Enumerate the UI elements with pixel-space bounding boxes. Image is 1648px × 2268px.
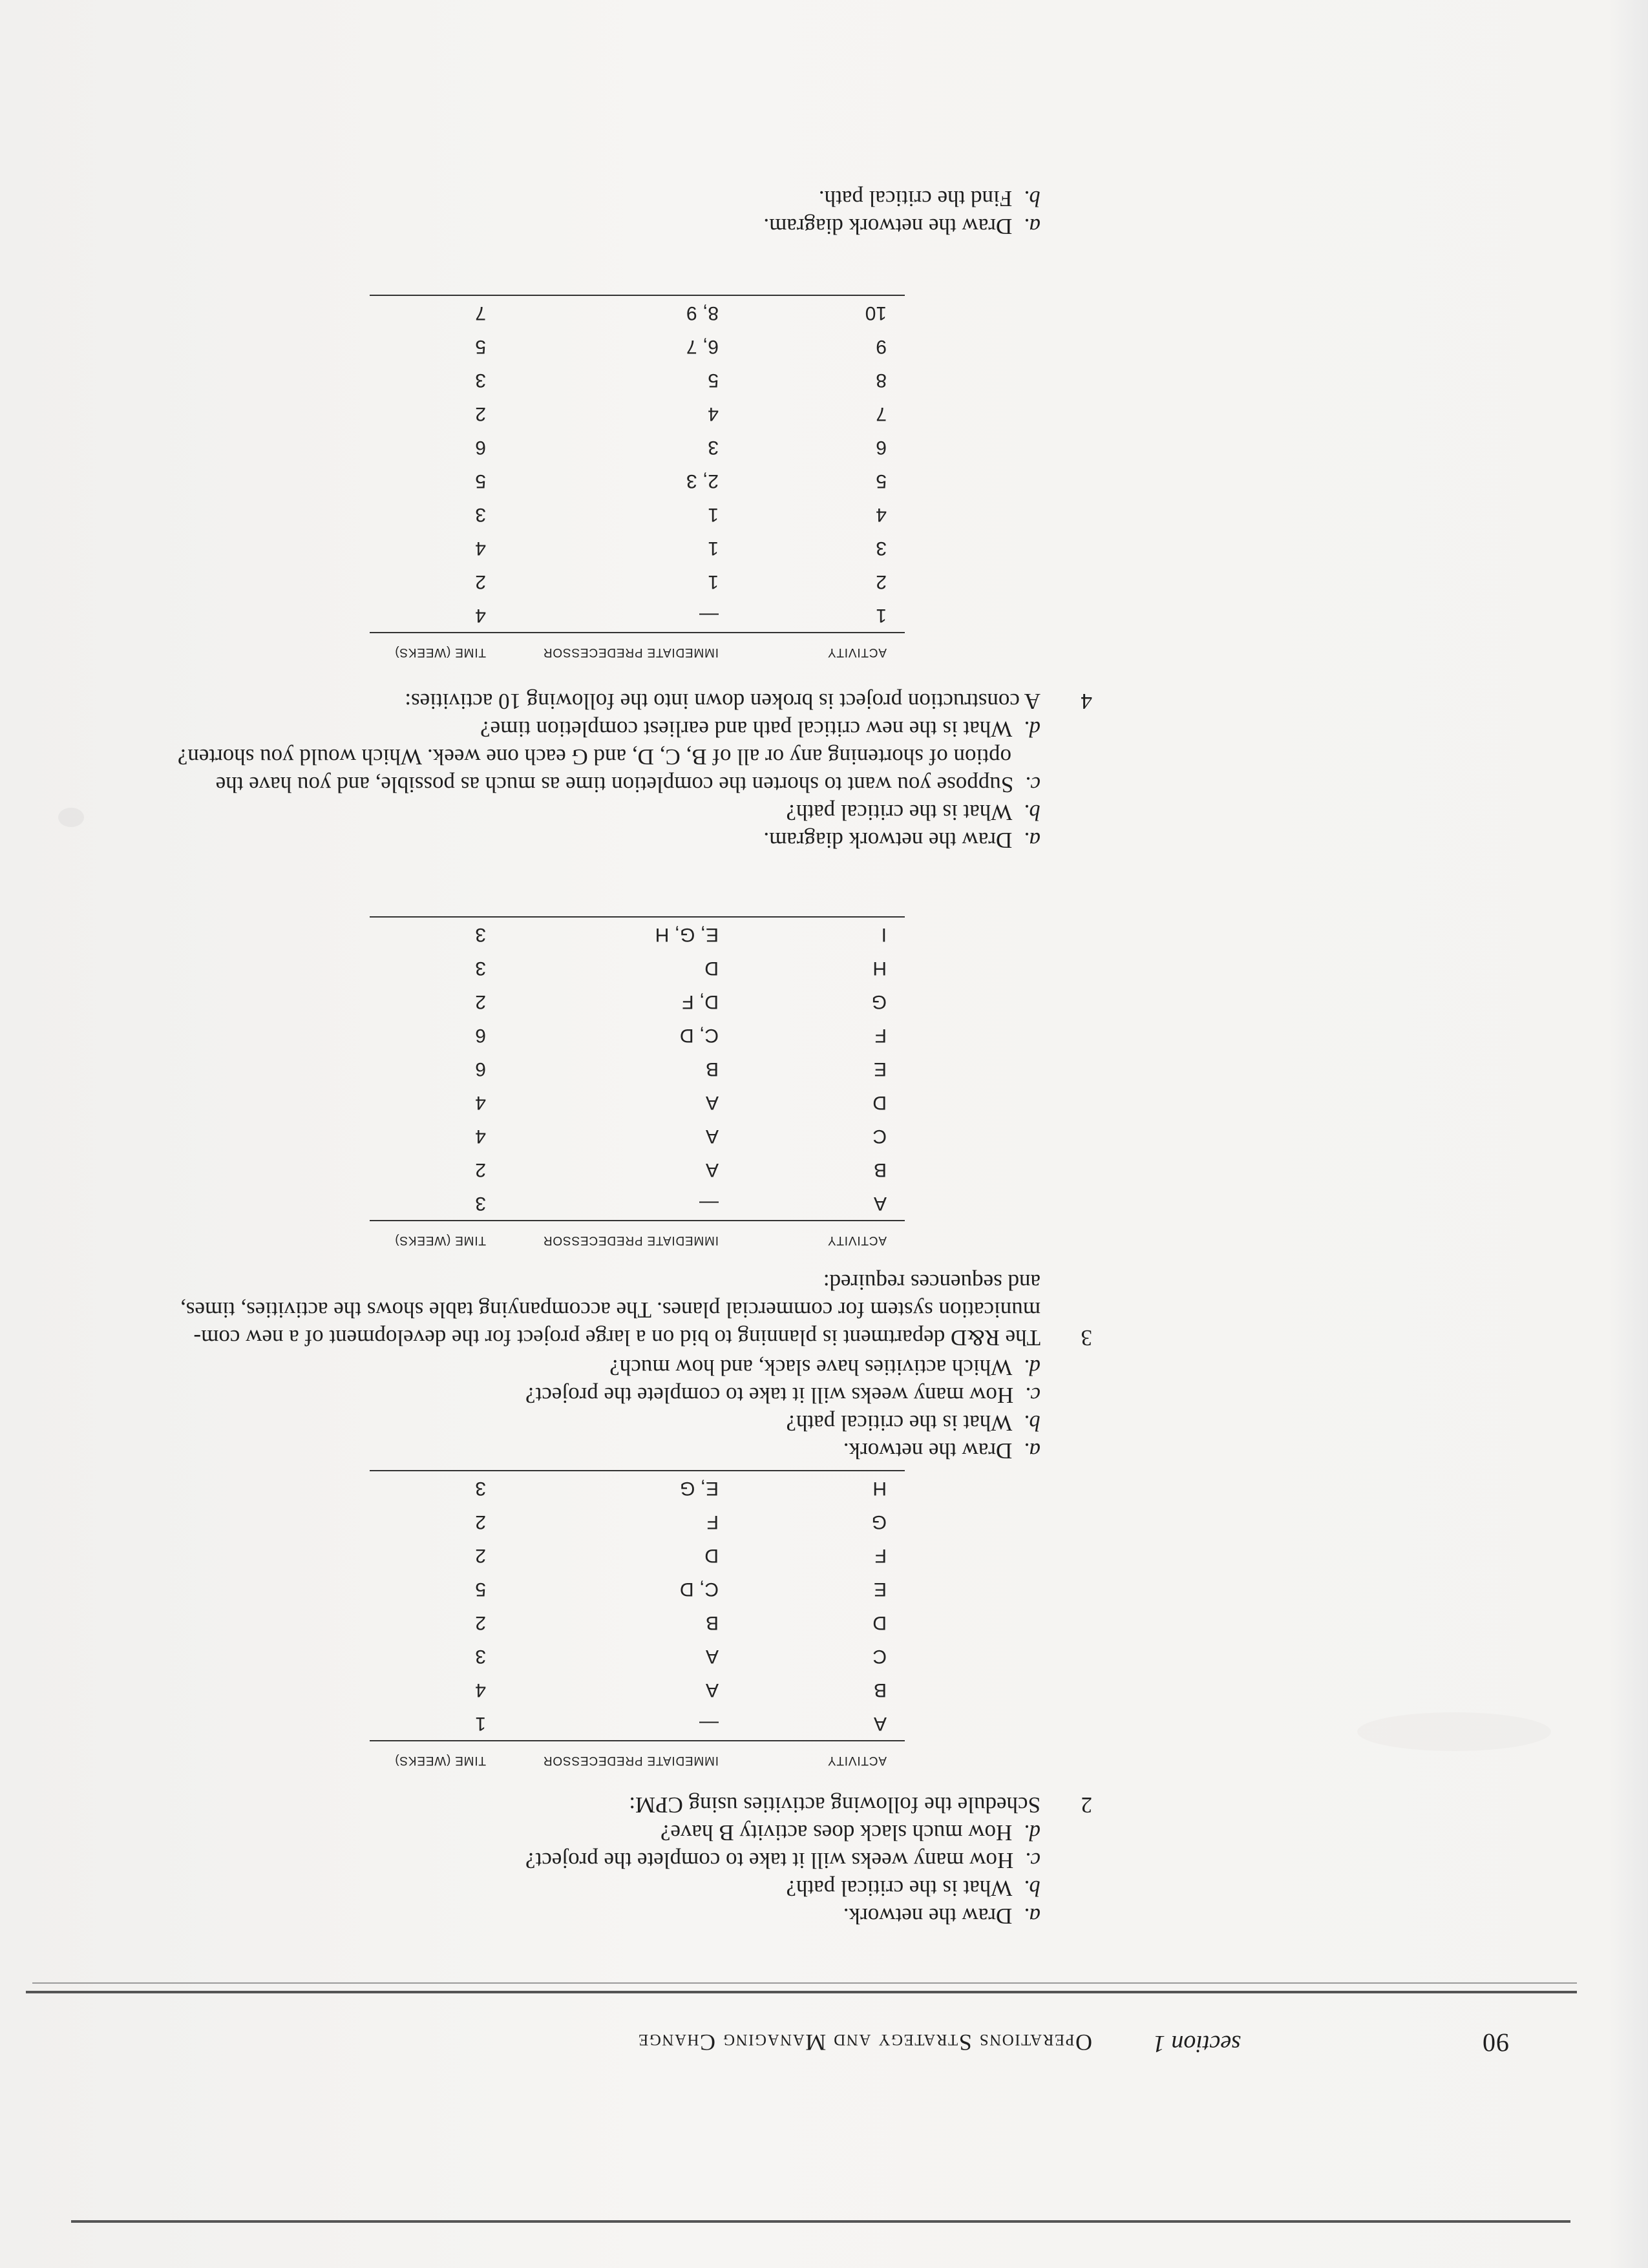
table-row: G D, F 2: [475, 991, 887, 1013]
table-row: D B 2: [475, 1612, 887, 1633]
question-3c-continued: option of shortening any or all of B, C, D, and G each one week. Which would you shorten?: [177, 744, 1011, 770]
table-row: F C, D 6: [475, 1025, 887, 1046]
question-1c: c. How many weeks will it take to complete the project?: [525, 1848, 1041, 1873]
table-row: 1 — 4: [475, 605, 887, 626]
header-rule-shadow: [32, 1982, 1577, 1984]
question-1a: a. Draw the network.: [843, 1904, 1041, 1929]
table-row: E C, D 5: [475, 1579, 887, 1600]
table-row: E B 6: [475, 1058, 887, 1080]
problem-2-number: 2: [1081, 1792, 1092, 1818]
table-row: D A 4: [475, 1092, 887, 1113]
table-row: H E, G 3: [370, 1471, 905, 1505]
table-row: G F 2: [475, 1511, 887, 1533]
problem-3-intro-line-1: The R&D department is planning to bid on a large project for the development of a new com-: [193, 1325, 1041, 1350]
column-header-activity: ACTIVITY: [719, 633, 905, 659]
table-row: 3 1 4: [475, 538, 887, 559]
table-row: 2 1 2: [475, 571, 887, 593]
page-number: 90: [1482, 2028, 1509, 2057]
problem-3-intro-line-2: munication system for commercial planes. The accompanying table shows the activities, times,: [180, 1297, 1041, 1323]
problem-3-table: [370, 916, 905, 1247]
question-1d: d. How much slack does activity B have?: [660, 1820, 1041, 1845]
question-3d: d. What is the new critical path and earliest completion time?: [480, 717, 1041, 742]
problem-4-number: 4: [1081, 689, 1092, 714]
problem-4-table: [370, 295, 905, 659]
header-rule-top: [71, 2220, 1570, 2223]
table-row: 6 3 6: [475, 437, 887, 458]
running-title: Operations Strategy and Managing Change: [637, 2030, 1092, 2055]
table-row: A — 3: [475, 1193, 887, 1214]
table-row: 9 6, 7 5: [475, 336, 887, 357]
table-row: B A 4: [475, 1679, 887, 1701]
column-header-predecessor: IMMEDIATE PREDECESSOR: [525, 1741, 719, 1767]
scan-smudge: [1357, 1712, 1551, 1751]
header-rule: [26, 1991, 1577, 1993]
problem-2-intro: Schedule the following activities using CPM:: [629, 1792, 1041, 1818]
problem-4-intro: A construction project is broken down into the following 10 activities:: [405, 689, 1041, 714]
problem-2-table: [370, 1470, 905, 1767]
question-2b: b. What is the critical path?: [786, 1411, 1041, 1436]
question-3a: a. Draw the network diagram.: [763, 828, 1041, 853]
table-row: I E, G, H 3: [370, 917, 905, 951]
column-header-predecessor: IMMEDIATE PREDECESSOR: [525, 633, 719, 659]
table-row: 10 8, 9 7: [370, 295, 905, 330]
table-row: C A 4: [475, 1126, 887, 1147]
question-2d: d. Which activities have slack, and how much?: [609, 1355, 1041, 1380]
question-4b: b. Find the critical path.: [818, 186, 1041, 211]
column-header-activity: ACTIVITY: [719, 1741, 905, 1767]
column-header-time: TIME (WEEKS): [370, 1221, 525, 1247]
table-row: A — 1: [475, 1713, 887, 1734]
table-row: 4 1 3: [475, 504, 887, 525]
question-3b: b. What is the critical path?: [786, 800, 1041, 825]
problem-3-intro-line-3: and sequences required:: [823, 1270, 1041, 1295]
table-row: B A 2: [475, 1159, 887, 1181]
table-row: 8 5 3: [475, 370, 887, 391]
problem-3-number: 3: [1081, 1325, 1092, 1350]
column-header-time: TIME (WEEKS): [370, 633, 525, 659]
question-1b: b. What is the critical path?: [786, 1876, 1041, 1901]
column-header-time: TIME (WEEKS): [370, 1741, 525, 1767]
section-label: section 1: [1152, 2030, 1241, 2057]
column-header-predecessor: IMMEDIATE PREDECESSOR: [525, 1221, 719, 1247]
table-row: C A 3: [475, 1646, 887, 1667]
table-row: F D 2: [475, 1545, 887, 1566]
table-row: 7 4 2: [475, 403, 887, 425]
scan-smudge: [58, 808, 84, 827]
table-row: H D 3: [475, 958, 887, 979]
column-header-activity: ACTIVITY: [719, 1221, 905, 1247]
question-4a: a. Draw the network diagram.: [763, 214, 1041, 239]
question-3c: c. Suppose you want to shorten the completion time as much as possible, and you have the: [215, 772, 1041, 797]
table-row: 5 2, 3 5: [475, 470, 887, 492]
question-2c: c. How many weeks will it take to complete the project?: [525, 1383, 1041, 1408]
question-2a: a. Draw the network.: [843, 1438, 1041, 1464]
